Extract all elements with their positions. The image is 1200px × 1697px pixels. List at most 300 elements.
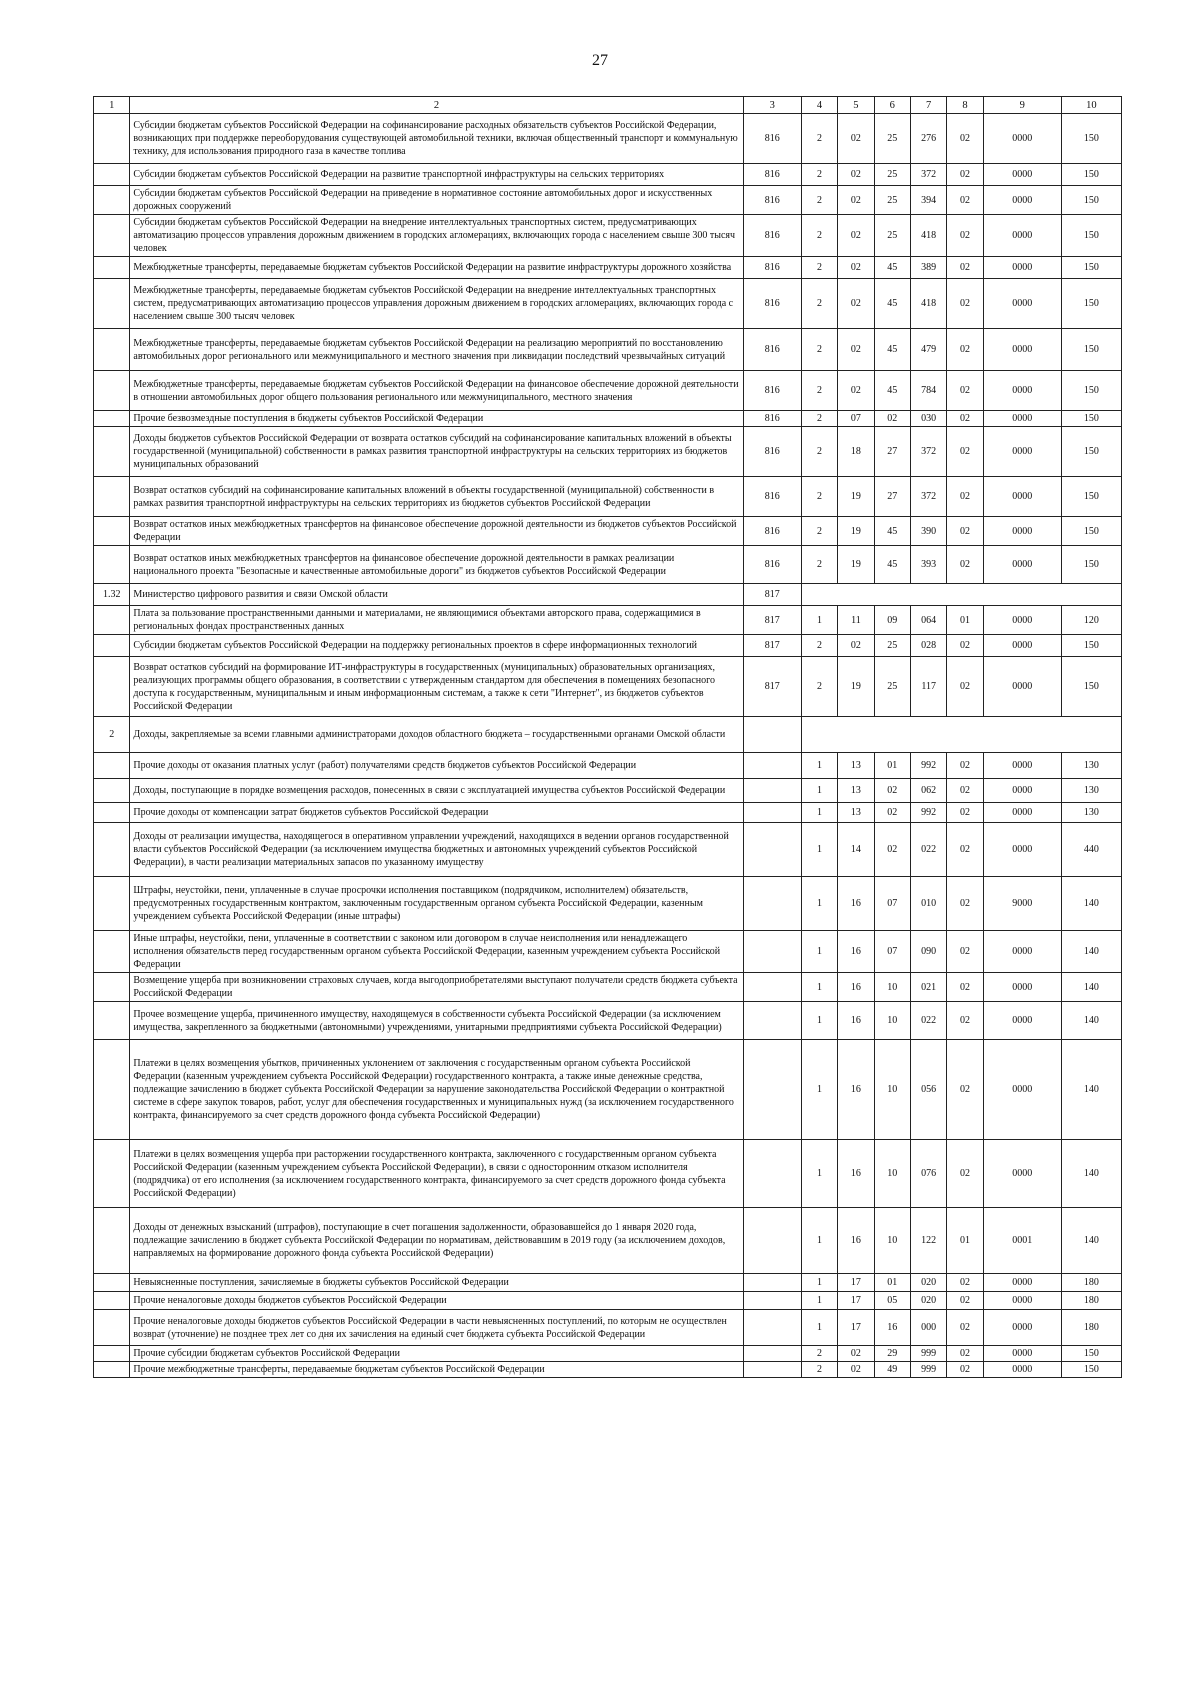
table-row bbox=[94, 931, 1122, 973]
table-row bbox=[94, 186, 1122, 215]
cell-c6: 27 bbox=[874, 477, 910, 517]
cell-c8: 02 bbox=[947, 114, 983, 164]
cell-c7: 276 bbox=[910, 114, 946, 164]
cell-c4: 1 bbox=[801, 877, 837, 931]
cell-c4: 2 bbox=[801, 411, 837, 427]
cell-c4: 2 bbox=[801, 517, 837, 546]
table-row bbox=[94, 657, 1122, 717]
cell-c7: 056 bbox=[910, 1040, 946, 1140]
cell-c10: 150 bbox=[1061, 164, 1121, 186]
table-row bbox=[94, 973, 1122, 1002]
cell-c7: 064 bbox=[910, 606, 946, 635]
cell-c10: 140 bbox=[1061, 877, 1121, 931]
cell-text: Доходы, закрепляемые за всеми главными администраторами доходов областного бюджета – государственными органами Омской области bbox=[130, 717, 743, 753]
cell-c8: 02 bbox=[947, 1362, 983, 1378]
cell-c10: 140 bbox=[1061, 1040, 1121, 1140]
cell-c3: 816 bbox=[743, 546, 801, 584]
cell-c9: 0000 bbox=[983, 1274, 1061, 1292]
cell-c6: 25 bbox=[874, 215, 910, 257]
table-row bbox=[94, 635, 1122, 657]
cell-c5: 19 bbox=[838, 546, 874, 584]
cell-c7: 992 bbox=[910, 803, 946, 823]
cell-c4: 1 bbox=[801, 1310, 837, 1346]
cell-c1: 2 bbox=[94, 717, 130, 753]
cell-c6: 02 bbox=[874, 803, 910, 823]
cell-c5: 16 bbox=[838, 877, 874, 931]
cell-c4: 2 bbox=[801, 1362, 837, 1378]
cell-c8: 02 bbox=[947, 371, 983, 411]
cell-c5: 02 bbox=[838, 635, 874, 657]
cell-c9: 0000 bbox=[983, 427, 1061, 477]
cell-c8: 02 bbox=[947, 1274, 983, 1292]
cell-c10: 180 bbox=[1061, 1310, 1121, 1346]
cell-c3: 816 bbox=[743, 186, 801, 215]
cell-c9: 0001 bbox=[983, 1208, 1061, 1274]
table-row bbox=[94, 215, 1122, 257]
cell-c10: 150 bbox=[1061, 546, 1121, 584]
cell-c9: 0000 bbox=[983, 257, 1061, 279]
cell-c3: 816 bbox=[743, 329, 801, 371]
cell-c8: 02 bbox=[947, 803, 983, 823]
cell-c1 bbox=[94, 877, 130, 931]
cell-text: Прочие межбюджетные трансферты, передаваемые бюджетам субъектов Российской Федерации bbox=[130, 1362, 743, 1378]
cell-c8: 02 bbox=[947, 517, 983, 546]
cell-c7: 393 bbox=[910, 546, 946, 584]
cell-c7: 020 bbox=[910, 1274, 946, 1292]
cell-c6: 10 bbox=[874, 973, 910, 1002]
cell-c6: 45 bbox=[874, 279, 910, 329]
cell-c4: 1 bbox=[801, 931, 837, 973]
cell-c7: 021 bbox=[910, 973, 946, 1002]
cell-c10: 180 bbox=[1061, 1274, 1121, 1292]
cell-c1 bbox=[94, 635, 130, 657]
table-row bbox=[94, 877, 1122, 931]
cell-c7: 999 bbox=[910, 1346, 946, 1362]
cell-c7: 372 bbox=[910, 164, 946, 186]
cell-c1 bbox=[94, 186, 130, 215]
cell-text: Платежи в целях возмещения убытков, причиненных уклонением от заключения с государственным органом субъекта Российской Федерации (казенным учреждением субъекта Российской Федерации) государственного контракта, а также иные денежные средства, подлежащие зачислению в бюджет субъекта Российской Федерации за нарушение законодательства Российской Федерации о контрактной системе в сфере закупок товаров, работ, услуг для обеспечения государственных и муниципальных нужд (за исключением государственного контракта, финансируемого за счет средств дорожного фонда субъекта Российской Федерации) bbox=[130, 1040, 743, 1140]
cell-c1 bbox=[94, 1002, 130, 1040]
cell-c4: 2 bbox=[801, 1346, 837, 1362]
cell-c3: 817 bbox=[743, 657, 801, 717]
cell-c4: 2 bbox=[801, 114, 837, 164]
cell-c7: 076 bbox=[910, 1140, 946, 1208]
cell-c3: 816 bbox=[743, 164, 801, 186]
cell-text: Возврат остатков субсидий на формирование ИТ-инфраструктуры в государственных (муниципальных) образовательных организациях, реализующих программы общего образования, в соответствии с утвержденным стандартом для обеспечения в помещениях безопасного доступа к государственным, муниципальным и иным информационным системам, а также к сети "Интернет", из бюджетов субъектов Российской Федерации bbox=[130, 657, 743, 717]
cell-c8: 02 bbox=[947, 1002, 983, 1040]
table-row bbox=[94, 114, 1122, 164]
cell-c10: 130 bbox=[1061, 803, 1121, 823]
cell-c10: 150 bbox=[1061, 635, 1121, 657]
cell-c9: 0000 bbox=[983, 823, 1061, 877]
cell-c1 bbox=[94, 1346, 130, 1362]
cell-c10: 130 bbox=[1061, 753, 1121, 779]
cell-c1 bbox=[94, 257, 130, 279]
cell-c4: 2 bbox=[801, 371, 837, 411]
cell-c4: 1 bbox=[801, 1040, 837, 1140]
table-row bbox=[94, 717, 1122, 753]
cell-text: Возмещение ущерба при возникновении страховых случаев, когда выгодоприобретателями выступают получатели средств бюджета субъекта Российской Федерации bbox=[130, 973, 743, 1002]
cell-c9: 0000 bbox=[983, 1002, 1061, 1040]
table-row bbox=[94, 1002, 1122, 1040]
table-row bbox=[94, 584, 1122, 606]
cell-c10: 150 bbox=[1061, 657, 1121, 717]
cell-c8: 02 bbox=[947, 973, 983, 1002]
cell-c6: 10 bbox=[874, 1002, 910, 1040]
cell-c1 bbox=[94, 931, 130, 973]
cell-c8: 02 bbox=[947, 257, 983, 279]
cell-text: Межбюджетные трансферты, передаваемые бюджетам субъектов Российской Федерации на реализацию мероприятий по восстановлению автомобильных дорог регионального или межмуниципального и местного значения при ликвидации последствий чрезвычайных ситуаций bbox=[130, 329, 743, 371]
cell-c10: 150 bbox=[1061, 411, 1121, 427]
cell-c1 bbox=[94, 279, 130, 329]
cell-c5: 19 bbox=[838, 517, 874, 546]
cell-text: Прочие безвозмездные поступления в бюджеты субъектов Российской Федерации bbox=[130, 411, 743, 427]
table-row bbox=[94, 803, 1122, 823]
cell-c9: 0000 bbox=[983, 753, 1061, 779]
cell-c8: 02 bbox=[947, 427, 983, 477]
cell-c8: 02 bbox=[947, 635, 983, 657]
cell-text: Субсидии бюджетам субъектов Российской Федерации на внедрение интеллектуальных транспортных систем, предусматривающих автоматизацию процессов управления дорожным движением в городских агломерациях, включающих города с населением свыше 300 тысяч человек bbox=[130, 215, 743, 257]
cell-c8: 02 bbox=[947, 279, 983, 329]
table-row bbox=[94, 1362, 1122, 1378]
cell-c5: 18 bbox=[838, 427, 874, 477]
cell-c9: 0000 bbox=[983, 931, 1061, 973]
cell-c6: 45 bbox=[874, 517, 910, 546]
cell-text: Платежи в целях возмещения ущерба при расторжении государственного контракта, заключенного с государственным органом субъекта Российской Федерации (казенным учреждением субъекта Российской Федерации), в связи с односторонним отказом исполнителя (подрядчика) от его исполнения (за исключением государственного контракта, финансируемого за счет средств дорожного фонда субъекта Российской Федерации) bbox=[130, 1140, 743, 1208]
cell-c1 bbox=[94, 164, 130, 186]
cell-c5: 16 bbox=[838, 973, 874, 1002]
table-row bbox=[94, 753, 1122, 779]
table-row bbox=[94, 1208, 1122, 1274]
cell-c6: 10 bbox=[874, 1040, 910, 1140]
cell-c8: 02 bbox=[947, 186, 983, 215]
cell-c8: 02 bbox=[947, 411, 983, 427]
cell-text: Прочее возмещение ущерба, причиненного имуществу, находящемуся в собственности субъекта Российской Федерации (за исключением имущества, закрепленного за бюджетными (автономными) учреждениями, унитарными предприятиями субъекта Российской Федерации) bbox=[130, 1002, 743, 1040]
cell-c8: 02 bbox=[947, 1310, 983, 1346]
empty-merged-cell bbox=[801, 717, 1121, 753]
cell-c4: 2 bbox=[801, 215, 837, 257]
cell-c3 bbox=[743, 1362, 801, 1378]
cell-c3 bbox=[743, 753, 801, 779]
table-row bbox=[94, 164, 1122, 186]
cell-c6: 01 bbox=[874, 1274, 910, 1292]
cell-text: Межбюджетные трансферты, передаваемые бюджетам субъектов Российской Федерации на развитие инфраструктуры дорожного хозяйства bbox=[130, 257, 743, 279]
cell-c8: 02 bbox=[947, 164, 983, 186]
cell-c8: 02 bbox=[947, 779, 983, 803]
cell-text: Межбюджетные трансферты, передаваемые бюджетам субъектов Российской Федерации на внедрение интеллектуальных транспортных систем, предусматривающих автоматизацию процессов управления дорожным движением в городских агломерациях, включающих города с населением свыше 300 тысяч человек bbox=[130, 279, 743, 329]
cell-c3: 816 bbox=[743, 477, 801, 517]
cell-c4: 1 bbox=[801, 1002, 837, 1040]
cell-text: Субсидии бюджетам субъектов Российской Федерации на поддержку региональных проектов в сфере информационных технологий bbox=[130, 635, 743, 657]
cell-c6: 25 bbox=[874, 635, 910, 657]
cell-c10: 150 bbox=[1061, 257, 1121, 279]
header-cell: 4 bbox=[801, 97, 837, 114]
cell-c9: 0000 bbox=[983, 1346, 1061, 1362]
cell-text: Прочие неналоговые доходы бюджетов субъектов Российской Федерации в части невыясненных поступлений, по которым не осуществлен возврат (уточнение) не позднее трех лет со дня их зачисления на единый счет бюджета субъекта Российской Федерации bbox=[130, 1310, 743, 1346]
cell-c3: 817 bbox=[743, 584, 801, 606]
cell-c7: 062 bbox=[910, 779, 946, 803]
cell-c5: 17 bbox=[838, 1292, 874, 1310]
cell-c9: 0000 bbox=[983, 657, 1061, 717]
cell-c4: 2 bbox=[801, 635, 837, 657]
cell-c4: 1 bbox=[801, 1292, 837, 1310]
cell-c5: 19 bbox=[838, 477, 874, 517]
cell-c6: 02 bbox=[874, 779, 910, 803]
table-row bbox=[94, 279, 1122, 329]
cell-c8: 02 bbox=[947, 753, 983, 779]
cell-c3: 816 bbox=[743, 427, 801, 477]
cell-c7: 090 bbox=[910, 931, 946, 973]
cell-c7: 372 bbox=[910, 477, 946, 517]
table-row bbox=[94, 411, 1122, 427]
cell-text: Прочие доходы от оказания платных услуг (работ) получателями средств бюджетов субъектов Российской Федерации bbox=[130, 753, 743, 779]
cell-c7: 000 bbox=[910, 1310, 946, 1346]
cell-c10: 150 bbox=[1061, 1346, 1121, 1362]
cell-c5: 02 bbox=[838, 1346, 874, 1362]
cell-c10: 140 bbox=[1061, 1140, 1121, 1208]
cell-c4: 2 bbox=[801, 257, 837, 279]
cell-c8: 02 bbox=[947, 1040, 983, 1140]
cell-c8: 01 bbox=[947, 606, 983, 635]
cell-c1: 1.32 bbox=[94, 584, 130, 606]
cell-c7: 117 bbox=[910, 657, 946, 717]
cell-c3 bbox=[743, 1346, 801, 1362]
cell-c6: 01 bbox=[874, 753, 910, 779]
cell-c10: 120 bbox=[1061, 606, 1121, 635]
cell-c7: 030 bbox=[910, 411, 946, 427]
cell-c9: 0000 bbox=[983, 279, 1061, 329]
cell-c5: 17 bbox=[838, 1310, 874, 1346]
cell-c5: 13 bbox=[838, 753, 874, 779]
cell-c1 bbox=[94, 1040, 130, 1140]
header-cell: 8 bbox=[947, 97, 983, 114]
cell-c5: 14 bbox=[838, 823, 874, 877]
header-cell: 3 bbox=[743, 97, 801, 114]
cell-c3 bbox=[743, 717, 801, 753]
cell-text: Доходы, поступающие в порядке возмещения расходов, понесенных в связи с эксплуатацией имущества субъектов Российской Федерации bbox=[130, 779, 743, 803]
cell-c9: 0000 bbox=[983, 1310, 1061, 1346]
cell-c1 bbox=[94, 779, 130, 803]
cell-c9: 0000 bbox=[983, 186, 1061, 215]
cell-c3: 816 bbox=[743, 215, 801, 257]
cell-c1 bbox=[94, 371, 130, 411]
cell-c9: 0000 bbox=[983, 411, 1061, 427]
cell-c8: 02 bbox=[947, 823, 983, 877]
cell-c3: 816 bbox=[743, 517, 801, 546]
cell-c8: 02 bbox=[947, 877, 983, 931]
cell-c1 bbox=[94, 657, 130, 717]
cell-c8: 02 bbox=[947, 657, 983, 717]
cell-c5: 16 bbox=[838, 931, 874, 973]
table-row bbox=[94, 257, 1122, 279]
cell-c10: 150 bbox=[1061, 329, 1121, 371]
cell-c5: 02 bbox=[838, 215, 874, 257]
cell-c3 bbox=[743, 973, 801, 1002]
cell-c10: 150 bbox=[1061, 215, 1121, 257]
cell-c3 bbox=[743, 1274, 801, 1292]
cell-c3: 816 bbox=[743, 411, 801, 427]
cell-c4: 2 bbox=[801, 329, 837, 371]
cell-c1 bbox=[94, 803, 130, 823]
cell-c5: 02 bbox=[838, 186, 874, 215]
cell-text: Доходы бюджетов субъектов Российской Федерации от возврата остатков субсидий на софинансирование капитальных вложений в объекты государственной (муниципальной) собственности в рамках развития транспортной инфраструктуры на сельских территориях из бюджетов муниципальных образований bbox=[130, 427, 743, 477]
cell-c5: 13 bbox=[838, 803, 874, 823]
income-codes-table bbox=[93, 96, 1122, 1378]
cell-c9: 0000 bbox=[983, 1292, 1061, 1310]
cell-c9: 0000 bbox=[983, 635, 1061, 657]
cell-c5: 02 bbox=[838, 371, 874, 411]
table-row bbox=[94, 1140, 1122, 1208]
cell-c1 bbox=[94, 1362, 130, 1378]
cell-c6: 29 bbox=[874, 1346, 910, 1362]
cell-c3 bbox=[743, 823, 801, 877]
cell-text: Возврат остатков иных межбюджетных трансфертов на финансовое обеспечение дорожной деятельности в рамках реализации национального проекта "Безопасные и качественные автомобильные дороги" из бюджетов субъектов Российской Федерации bbox=[130, 546, 743, 584]
cell-c1 bbox=[94, 973, 130, 1002]
cell-text: Доходы от денежных взысканий (штрафов), поступающие в счет погашения задолженности, образовавшейся до 1 января 2020 года, подлежащие зачислению в бюджет субъекта Российской Федерации по нормативам, действовавшим в 2019 году (за исключением доходов, направляемых на формирование дорожного фонда субъекта Российской Федерации) bbox=[130, 1208, 743, 1274]
table-row bbox=[94, 1292, 1122, 1310]
cell-c6: 45 bbox=[874, 546, 910, 584]
cell-c10: 140 bbox=[1061, 1208, 1121, 1274]
cell-c6: 05 bbox=[874, 1292, 910, 1310]
cell-c6: 07 bbox=[874, 931, 910, 973]
cell-c9: 0000 bbox=[983, 371, 1061, 411]
cell-c4: 2 bbox=[801, 279, 837, 329]
cell-c3 bbox=[743, 1140, 801, 1208]
cell-c10: 150 bbox=[1061, 114, 1121, 164]
cell-c3 bbox=[743, 803, 801, 823]
cell-c6: 45 bbox=[874, 329, 910, 371]
cell-c4: 1 bbox=[801, 1208, 837, 1274]
cell-c4: 1 bbox=[801, 823, 837, 877]
empty-merged-cell bbox=[801, 584, 1121, 606]
cell-c10: 140 bbox=[1061, 931, 1121, 973]
header-cell: 9 bbox=[983, 97, 1061, 114]
cell-c4: 1 bbox=[801, 1140, 837, 1208]
cell-c10: 150 bbox=[1061, 1362, 1121, 1378]
cell-c7: 389 bbox=[910, 257, 946, 279]
cell-c7: 418 bbox=[910, 279, 946, 329]
cell-c6: 02 bbox=[874, 823, 910, 877]
cell-c9: 0000 bbox=[983, 1040, 1061, 1140]
cell-c10: 440 bbox=[1061, 823, 1121, 877]
header-cell: 1 bbox=[94, 97, 130, 114]
cell-c7: 010 bbox=[910, 877, 946, 931]
cell-c8: 02 bbox=[947, 1292, 983, 1310]
cell-c10: 150 bbox=[1061, 477, 1121, 517]
cell-c7: 022 bbox=[910, 823, 946, 877]
cell-c7: 999 bbox=[910, 1362, 946, 1378]
cell-c5: 16 bbox=[838, 1140, 874, 1208]
cell-c4: 1 bbox=[801, 973, 837, 1002]
cell-c4: 1 bbox=[801, 803, 837, 823]
cell-text: Субсидии бюджетам субъектов Российской Федерации на приведение в нормативное состояние автомобильных дорог и искусственных дорожных сооружений bbox=[130, 186, 743, 215]
cell-c1 bbox=[94, 215, 130, 257]
cell-c7: 390 bbox=[910, 517, 946, 546]
cell-c8: 02 bbox=[947, 477, 983, 517]
cell-c3 bbox=[743, 877, 801, 931]
cell-c3 bbox=[743, 1002, 801, 1040]
cell-c7: 784 bbox=[910, 371, 946, 411]
cell-text: Штрафы, неустойки, пени, уплаченные в случае просрочки исполнения поставщиком (подрядчиком, исполнителем) обязательств, предусмотренных государственным контрактом, заключенным государственным органом субъекта Российской Федерации, казенным учреждением субъекта Российской Федерации (иные штрафы) bbox=[130, 877, 743, 931]
cell-c1 bbox=[94, 411, 130, 427]
cell-c6: 49 bbox=[874, 1362, 910, 1378]
table-row bbox=[94, 477, 1122, 517]
cell-c7: 020 bbox=[910, 1292, 946, 1310]
cell-c5: 19 bbox=[838, 657, 874, 717]
cell-c9: 0000 bbox=[983, 606, 1061, 635]
header-cell: 6 bbox=[874, 97, 910, 114]
cell-c1 bbox=[94, 823, 130, 877]
cell-c6: 45 bbox=[874, 371, 910, 411]
cell-c8: 02 bbox=[947, 546, 983, 584]
table-row bbox=[94, 779, 1122, 803]
cell-c4: 2 bbox=[801, 546, 837, 584]
cell-c7: 479 bbox=[910, 329, 946, 371]
table-header-row bbox=[94, 97, 1122, 114]
cell-text: Межбюджетные трансферты, передаваемые бюджетам субъектов Российской Федерации на финансовое обеспечение дорожной деятельности в отношении автомобильных дорог общего пользования регионального или межмуниципального, местного значения bbox=[130, 371, 743, 411]
cell-c6: 25 bbox=[874, 164, 910, 186]
cell-c6: 25 bbox=[874, 186, 910, 215]
table-row bbox=[94, 371, 1122, 411]
cell-c5: 02 bbox=[838, 164, 874, 186]
table-row bbox=[94, 329, 1122, 371]
cell-c6: 10 bbox=[874, 1140, 910, 1208]
cell-c1 bbox=[94, 1140, 130, 1208]
cell-c3: 816 bbox=[743, 279, 801, 329]
cell-c1 bbox=[94, 329, 130, 371]
cell-c1 bbox=[94, 1292, 130, 1310]
cell-c1 bbox=[94, 1208, 130, 1274]
cell-c5: 17 bbox=[838, 1274, 874, 1292]
cell-c8: 02 bbox=[947, 215, 983, 257]
cell-c8: 02 bbox=[947, 329, 983, 371]
table-row bbox=[94, 517, 1122, 546]
cell-c5: 02 bbox=[838, 114, 874, 164]
cell-c1 bbox=[94, 606, 130, 635]
cell-c3 bbox=[743, 1208, 801, 1274]
cell-text: Прочие неналоговые доходы бюджетов субъектов Российской Федерации bbox=[130, 1292, 743, 1310]
cell-c6: 16 bbox=[874, 1310, 910, 1346]
cell-c8: 02 bbox=[947, 1140, 983, 1208]
cell-c6: 27 bbox=[874, 427, 910, 477]
table-row bbox=[94, 1274, 1122, 1292]
cell-text: Возврат остатков иных межбюджетных трансфертов на финансовое обеспечение дорожной деятельности из бюджетов субъектов Российской Федерации bbox=[130, 517, 743, 546]
cell-c1 bbox=[94, 114, 130, 164]
cell-c7: 028 bbox=[910, 635, 946, 657]
table-row bbox=[94, 606, 1122, 635]
cell-c9: 0000 bbox=[983, 329, 1061, 371]
cell-c4: 2 bbox=[801, 427, 837, 477]
cell-c4: 1 bbox=[801, 606, 837, 635]
cell-c6: 02 bbox=[874, 411, 910, 427]
cell-c9: 0000 bbox=[983, 803, 1061, 823]
cell-c9: 0000 bbox=[983, 477, 1061, 517]
cell-c1 bbox=[94, 1310, 130, 1346]
cell-c5: 16 bbox=[838, 1208, 874, 1274]
cell-c7: 418 bbox=[910, 215, 946, 257]
cell-c5: 16 bbox=[838, 1002, 874, 1040]
cell-c4: 1 bbox=[801, 753, 837, 779]
cell-c7: 022 bbox=[910, 1002, 946, 1040]
cell-text: Возврат остатков субсидий на софинансирование капитальных вложений в объекты государственной (муниципальной) собственности в рамках развития транспортной инфраструктуры на сельских территориях из бюджетов субъектов Российской Федерации bbox=[130, 477, 743, 517]
cell-c9: 0000 bbox=[983, 546, 1061, 584]
cell-c6: 09 bbox=[874, 606, 910, 635]
cell-c3 bbox=[743, 779, 801, 803]
cell-c5: 11 bbox=[838, 606, 874, 635]
table-row bbox=[94, 1346, 1122, 1362]
cell-c1 bbox=[94, 427, 130, 477]
cell-text: Прочие доходы от компенсации затрат бюджетов субъектов Российской Федерации bbox=[130, 803, 743, 823]
